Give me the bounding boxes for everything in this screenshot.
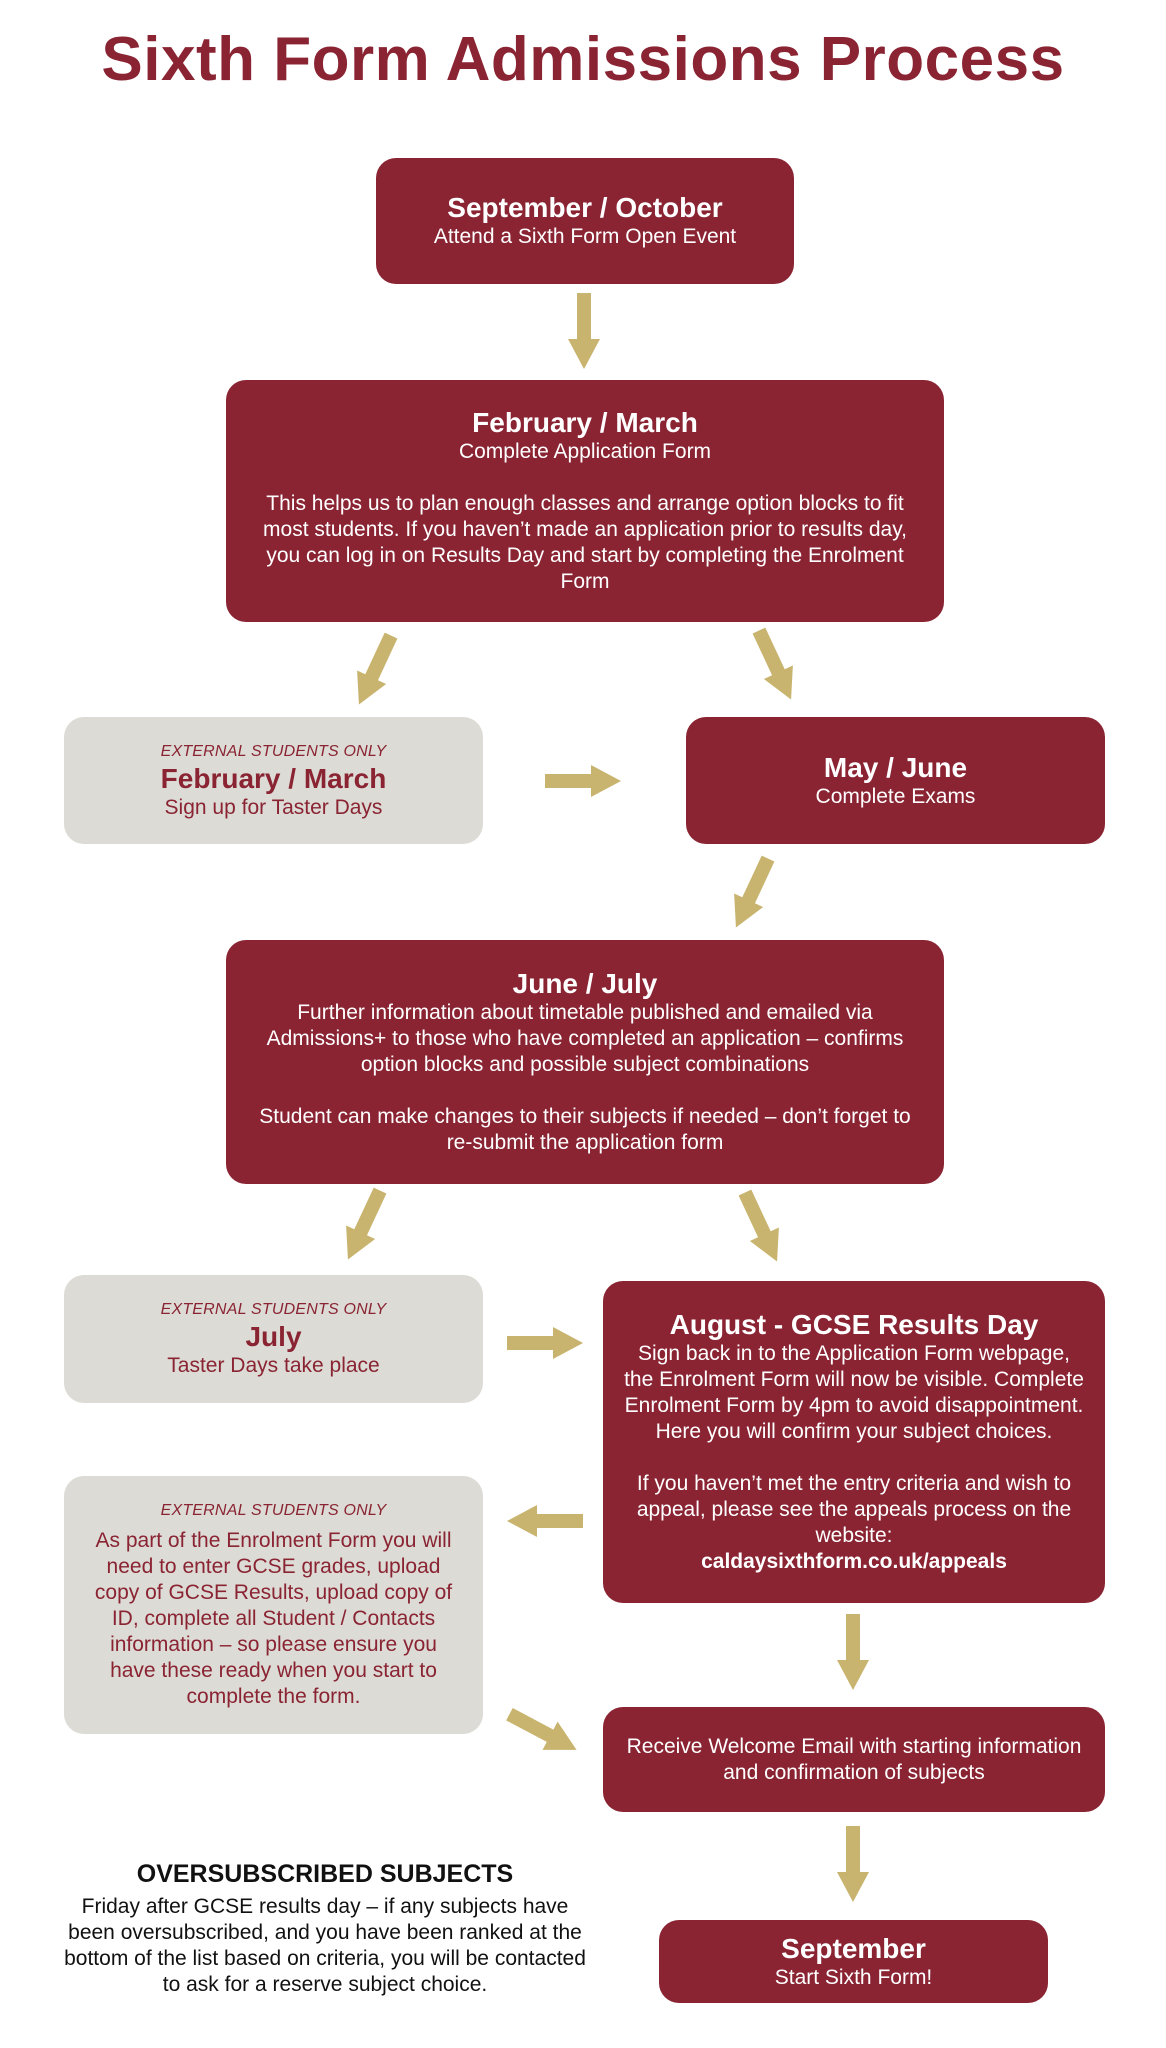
step-text: Attend a Sixth Form Open Event bbox=[433, 225, 737, 248]
step-text: Receive Welcome Email with starting information and confirmation of subjects bbox=[626, 1734, 1082, 1784]
step-heading: September / October bbox=[447, 192, 723, 223]
step-text: Sign up for Taster Days bbox=[164, 795, 383, 819]
step-text: This helps us to plan enough classes and arrange option blocks to fit most students. If you haven’t made an application prior to results day, you can log in on Results Day and start by completing the Enrolment Form bbox=[263, 492, 907, 593]
appeals-link[interactable]: caldaysixthform.co.uk/appeals bbox=[701, 1550, 1007, 1573]
arrow-icon bbox=[545, 765, 621, 797]
step-heading: May / June bbox=[823, 751, 968, 783]
arrow-icon bbox=[744, 624, 805, 706]
oversubscribed-heading: OVERSUBSCRIBED SUBJECTS bbox=[136, 1860, 514, 1888]
external-students-tag: EXTERNAL STUDENTS ONLY bbox=[160, 1301, 387, 1318]
arrow-icon bbox=[721, 852, 782, 934]
step-heading: June / July bbox=[512, 968, 658, 999]
page-title: Sixth Form Admissions Process bbox=[101, 25, 1065, 94]
arrow-icon bbox=[344, 629, 405, 711]
step-text: Further information about timetable published and emailed via Admissions+ to those who have completed an application – confirms option blocks and possible subject combinations bbox=[266, 1001, 904, 1076]
arrow-icon bbox=[730, 1186, 791, 1268]
oversubscribed-text: Friday after GCSE results day – if any subjects have been oversubscribed, and you have been ranked at the bottom of the list based on criteria, you will be contacted to ask for a reserve subject choice. bbox=[64, 1895, 586, 1996]
step-heading: September bbox=[781, 1932, 926, 1964]
step-text: Start Sixth Form! bbox=[774, 1965, 933, 1989]
external-students-tag: EXTERNAL STUDENTS ONLY bbox=[160, 1502, 387, 1519]
step-text-2: Student can make changes to their subjects if needed – don’t forget to re-submit the application form bbox=[259, 1105, 911, 1154]
step-text: Sign back in to the Application Form webpage, the Enrolment Form will now be visible. Complete Enrolment Form by 4pm to avoid disappointment. Here you will confirm your subject choices. bbox=[624, 1342, 1084, 1443]
step-text: As part of the Enrolment Form you will need to enter GCSE grades, upload copy of GCSE Results, upload copy of ID, complete all Student / Contacts information – so please ensure you have these ready when you start to complete the form. bbox=[94, 1529, 453, 1708]
step-heading: August - GCSE Results Day bbox=[669, 1309, 1039, 1340]
step-text: Complete Exams bbox=[815, 784, 976, 808]
step-text: Taster Days take place bbox=[167, 1354, 380, 1377]
step-subtitle: Complete Application Form bbox=[458, 440, 712, 463]
arrow-icon bbox=[507, 1505, 583, 1537]
arrow-icon bbox=[837, 1826, 869, 1902]
arrow-icon bbox=[507, 1327, 583, 1359]
arrow-icon bbox=[568, 293, 600, 369]
step-text-2: If you haven’t met the entry criteria and wish to appeal, please see the appeals process on the website: bbox=[636, 1472, 1072, 1547]
arrow-icon bbox=[333, 1184, 394, 1266]
external-students-tag: EXTERNAL STUDENTS ONLY bbox=[160, 742, 387, 760]
arrow-icon bbox=[502, 1700, 584, 1764]
step-heading: July bbox=[245, 1321, 302, 1352]
step-heading: February / March bbox=[160, 762, 387, 794]
arrow-icon bbox=[837, 1614, 869, 1690]
step-heading: February / March bbox=[472, 407, 698, 438]
